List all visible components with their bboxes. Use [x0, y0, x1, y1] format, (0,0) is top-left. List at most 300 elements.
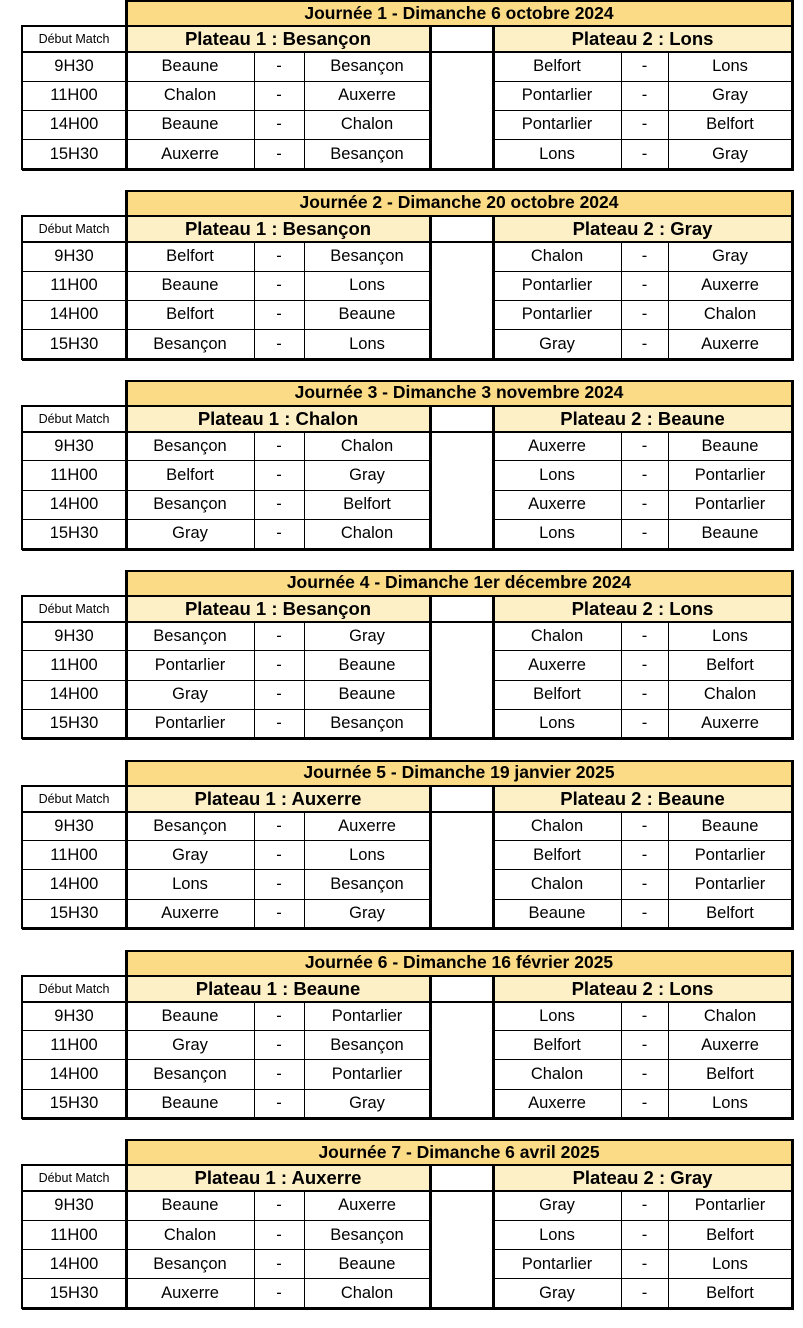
grid-line	[22, 1030, 126, 1031]
plateau-2-header: Plateau 2 : Beaune	[493, 406, 792, 432]
match-time: 14H00	[49, 875, 99, 894]
plateau-1-away-team: Pontarlier	[331, 1006, 403, 1025]
plateau-2-away-team: Gray	[712, 246, 748, 265]
plateau-2-separator: -	[641, 904, 648, 923]
match-time: 15H30	[49, 524, 99, 543]
grid-line	[126, 110, 430, 111]
plateau-1-home-team: Besançon	[153, 1254, 227, 1273]
plateau-2-home-team: Gray	[539, 334, 575, 353]
journee-title: Journée 6 - Dimanche 16 février 2025	[126, 950, 792, 976]
plateau-2-away-team: Auxerre	[701, 714, 759, 733]
grid-line	[493, 709, 792, 710]
grid-line	[125, 380, 794, 382]
grid-line	[254, 622, 255, 739]
plateau-2-away-team: Auxerre	[701, 334, 759, 353]
journee-table	[0, 1139, 803, 1309]
grid-line	[304, 52, 305, 169]
match-time: 11H00	[50, 86, 98, 105]
plateau-1-away-team: Auxerre	[338, 86, 396, 105]
grid-line	[22, 25, 794, 27]
grid-line	[304, 1191, 305, 1308]
grid-line	[254, 1002, 255, 1119]
grid-line	[429, 25, 432, 170]
grid-line	[126, 1220, 430, 1221]
grid-line	[254, 812, 255, 929]
plateau-2-home-team: Belfort	[533, 57, 581, 76]
journee-table	[0, 190, 803, 360]
plateau-2-away-team: Beaune	[701, 436, 759, 455]
plateau-2-separator: -	[641, 1006, 648, 1025]
grid-line	[126, 81, 430, 82]
plateau-1-home-team: Auxerre	[161, 904, 219, 923]
plateau-2-away-team: Belfort	[706, 904, 754, 923]
plateau-2-home-team: Beaune	[528, 904, 586, 923]
grid-line	[22, 548, 794, 551]
grid-line	[22, 110, 126, 111]
grid-line	[126, 1089, 430, 1090]
match-time: 11H00	[50, 845, 98, 864]
plateau-1-header: Plateau 1 : Chalon	[126, 406, 430, 432]
match-time: 9H30	[54, 436, 94, 455]
grid-line	[22, 460, 126, 461]
grid-line	[22, 241, 794, 243]
grid-line	[125, 190, 128, 216]
plateau-1-separator: -	[276, 875, 282, 894]
grid-line	[22, 1307, 794, 1310]
plateau-1-home-team: Chalon	[163, 86, 217, 105]
grid-line	[791, 215, 794, 360]
plateau-1-separator: -	[276, 115, 282, 134]
plateau-2-separator: -	[641, 626, 648, 645]
grid-line	[22, 737, 794, 740]
grid-line	[22, 168, 794, 171]
plateau-2-separator: -	[641, 276, 648, 295]
grid-line	[493, 519, 792, 520]
plateau-2-separator: -	[641, 115, 648, 134]
grid-line	[668, 1191, 669, 1308]
grid-line	[126, 1249, 430, 1250]
plateau-1-away-team: Gray	[349, 466, 385, 485]
plateau-2-away-team: Beaune	[701, 816, 759, 835]
grid-line	[125, 190, 794, 192]
plateau-1-away-team: Beaune	[338, 655, 396, 674]
grid-line	[493, 650, 792, 651]
grid-line	[429, 595, 432, 740]
grid-line	[125, 0, 794, 2]
grid-line	[493, 110, 792, 111]
plateau-2-header: Plateau 2 : Gray	[493, 216, 792, 242]
grid-line	[492, 405, 495, 550]
plateau-2-home-team: Pontarlier	[521, 115, 593, 134]
grid-line	[492, 975, 495, 1120]
grid-line	[668, 242, 669, 359]
plateau-2-away-team: Lons	[712, 57, 748, 76]
journee-table	[0, 380, 803, 550]
plateau-2-away-team: Chalon	[703, 685, 757, 704]
grid-line	[125, 785, 128, 930]
grid-line	[22, 405, 794, 407]
plateau-2-separator: -	[641, 436, 648, 455]
grid-line	[125, 760, 128, 786]
match-time: 11H00	[50, 1225, 98, 1244]
match-time: 9H30	[54, 1196, 94, 1215]
grid-line	[126, 490, 430, 491]
grid-line	[22, 650, 126, 651]
grid-line	[621, 622, 622, 739]
match-time: 9H30	[54, 816, 94, 835]
plateau-2-home-team: Chalon	[530, 875, 584, 894]
plateau-2-home-team: Chalon	[530, 816, 584, 835]
grid-line	[493, 1089, 792, 1090]
plateau-1-home-team: Auxerre	[161, 1284, 219, 1303]
plateau-1-home-team: Beaune	[161, 1196, 219, 1215]
plateau-2-separator: -	[641, 816, 648, 835]
plateau-1-home-team: Beaune	[161, 1006, 219, 1025]
plateau-1-home-team: Lons	[172, 875, 208, 894]
debut-match-label: Début Match	[38, 1171, 110, 1186]
grid-line	[21, 405, 23, 550]
grid-line	[22, 1117, 794, 1120]
plateau-2-home-team: Pontarlier	[521, 86, 593, 105]
grid-line	[125, 975, 128, 1120]
grid-line	[668, 52, 669, 169]
plateau-1-away-team: Pontarlier	[331, 1064, 403, 1083]
plateau-2-separator: -	[641, 1094, 648, 1113]
plateau-2-home-team: Lons	[539, 1225, 575, 1244]
debut-match-label: Début Match	[38, 221, 110, 236]
plateau-1-away-team: Gray	[349, 626, 385, 645]
plateau-2-home-team: Belfort	[533, 845, 581, 864]
debut-match-label: Début Match	[38, 601, 110, 616]
grid-line	[22, 975, 794, 977]
plateau-1-away-team: Chalon	[340, 1284, 394, 1303]
plateau-1-home-team: Beaune	[161, 57, 219, 76]
grid-line	[621, 52, 622, 169]
grid-line	[621, 812, 622, 929]
plateau-1-away-team: Besançon	[330, 1035, 404, 1054]
match-time: 11H00	[50, 276, 98, 295]
grid-line	[493, 1030, 792, 1031]
plateau-1-away-team: Auxerre	[338, 1196, 396, 1215]
grid-line	[125, 595, 128, 740]
grid-line	[254, 1191, 255, 1308]
match-time: 14H00	[49, 305, 99, 324]
match-time: 14H00	[49, 495, 99, 514]
plateau-1-header: Plateau 1 : Auxerre	[126, 786, 430, 812]
plateau-2-home-team: Lons	[539, 144, 575, 163]
plateau-1-header: Plateau 1 : Besançon	[126, 596, 430, 622]
plateau-1-header: Plateau 1 : Beaune	[126, 976, 430, 1002]
plateau-1-home-team: Chalon	[163, 1225, 217, 1244]
grid-line	[125, 1139, 794, 1141]
plateau-1-home-team: Beaune	[161, 115, 219, 134]
grid-line	[22, 927, 794, 930]
plateau-1-away-team: Gray	[349, 904, 385, 923]
plateau-2-away-team: Chalon	[703, 1006, 757, 1025]
plateau-1-home-team: Belfort	[166, 305, 214, 324]
grid-line	[22, 490, 126, 491]
debut-match-label: Début Match	[38, 411, 110, 426]
plateau-1-home-team: Gray	[172, 524, 208, 543]
grid-line	[22, 1059, 126, 1060]
plateau-1-header: Plateau 1 : Besançon	[126, 216, 430, 242]
grid-line	[22, 621, 794, 623]
grid-line	[791, 975, 794, 1120]
plateau-1-separator: -	[276, 904, 282, 923]
plateau-1-away-team: Besançon	[330, 714, 404, 733]
grid-line	[621, 432, 622, 549]
grid-line	[22, 300, 126, 301]
grid-line	[22, 1164, 794, 1166]
plateau-1-away-team: Gray	[349, 1094, 385, 1113]
plateau-2-separator: -	[641, 305, 648, 324]
plateau-2-away-team: Belfort	[706, 655, 754, 674]
plateau-2-home-team: Chalon	[530, 626, 584, 645]
plateau-1-home-team: Besançon	[153, 495, 227, 514]
plateau-1-home-team: Besançon	[153, 436, 227, 455]
debut-match-label: Début Match	[38, 32, 110, 46]
plateau-1-separator: -	[276, 845, 282, 864]
plateau-1-away-team: Lons	[349, 334, 385, 353]
grid-line	[126, 869, 430, 870]
grid-line	[791, 1139, 794, 1165]
grid-line	[22, 840, 126, 841]
grid-line	[22, 1220, 126, 1221]
plateau-2-home-team: Lons	[539, 466, 575, 485]
plateau-2-separator: -	[641, 1284, 648, 1303]
plateau-1-separator: -	[276, 524, 282, 543]
grid-line	[791, 380, 794, 406]
grid-line	[22, 271, 126, 272]
grid-line	[22, 519, 126, 520]
plateau-2-away-team: Lons	[712, 1254, 748, 1273]
grid-line	[125, 1164, 128, 1309]
plateau-1-separator: -	[276, 57, 282, 76]
plateau-2-separator: -	[641, 1225, 648, 1244]
grid-line	[493, 1249, 792, 1250]
plateau-1-home-team: Auxerre	[161, 144, 219, 163]
grid-line	[791, 0, 794, 26]
plateau-2-away-team: Lons	[712, 626, 748, 645]
plateau-1-home-team: Beaune	[161, 1094, 219, 1113]
plateau-2-separator: -	[641, 86, 648, 105]
match-time: 9H30	[54, 57, 94, 76]
grid-line	[668, 812, 669, 929]
plateau-1-separator: -	[276, 144, 282, 163]
grid-line	[304, 1002, 305, 1119]
grid-line	[22, 1249, 126, 1250]
plateau-1-separator: -	[276, 816, 282, 835]
grid-line	[791, 570, 794, 596]
plateau-2-away-team: Beaune	[701, 524, 759, 543]
plateau-2-separator: -	[641, 845, 648, 864]
grid-line	[304, 432, 305, 549]
plateau-1-home-team: Gray	[172, 845, 208, 864]
plateau-1-separator: -	[276, 334, 282, 353]
grid-line	[791, 760, 794, 786]
plateau-1-home-team: Belfort	[166, 466, 214, 485]
plateau-1-separator: -	[276, 466, 282, 485]
grid-line	[254, 242, 255, 359]
plateau-2-away-team: Auxerre	[701, 1035, 759, 1054]
plateau-1-away-team: Besançon	[330, 875, 404, 894]
match-time: 11H00	[50, 466, 98, 485]
plateau-2-separator: -	[641, 685, 648, 704]
match-time: 15H30	[49, 904, 99, 923]
plateau-2-header: Plateau 2 : Gray	[493, 1165, 792, 1191]
plateau-2-away-team: Pontarlier	[694, 466, 766, 485]
plateau-1-home-team: Pontarlier	[154, 655, 226, 674]
grid-line	[493, 869, 792, 870]
match-time: 9H30	[54, 246, 94, 265]
plateau-1-separator: -	[276, 1035, 282, 1054]
plateau-1-home-team: Beaune	[161, 276, 219, 295]
plateau-1-separator: -	[276, 276, 282, 295]
grid-line	[126, 840, 430, 841]
plateau-1-home-team: Gray	[172, 1035, 208, 1054]
plateau-2-separator: -	[641, 246, 648, 265]
journee-title: Journée 3 - Dimanche 3 novembre 2024	[126, 380, 792, 406]
plateau-1-separator: -	[276, 714, 282, 733]
plateau-1-away-team: Beaune	[338, 305, 396, 324]
grid-line	[22, 1278, 126, 1279]
grid-line	[22, 431, 794, 433]
plateau-1-away-team: Besançon	[330, 57, 404, 76]
match-time: 15H30	[49, 714, 99, 733]
match-time: 9H30	[54, 1006, 94, 1025]
journee-table	[0, 950, 803, 1120]
plateau-2-home-team: Gray	[539, 1196, 575, 1215]
grid-line	[429, 215, 432, 360]
plateau-1-away-team: Chalon	[340, 436, 394, 455]
match-time: 9H30	[54, 626, 94, 645]
grid-line	[126, 1278, 430, 1279]
plateau-1-separator: -	[276, 1196, 282, 1215]
grid-line	[22, 215, 794, 217]
grid-line	[254, 52, 255, 169]
grid-line	[125, 215, 128, 360]
grid-line	[493, 899, 792, 900]
journee-title: Journée 4 - Dimanche 1er décembre 2024	[126, 570, 792, 596]
plateau-2-home-team: Auxerre	[528, 436, 586, 455]
grid-line	[791, 25, 794, 170]
grid-line	[125, 405, 128, 550]
grid-line	[492, 25, 495, 170]
plateau-1-away-team: Besançon	[330, 1225, 404, 1244]
plateau-2-home-team: Chalon	[530, 1064, 584, 1083]
plateau-1-separator: -	[276, 495, 282, 514]
grid-line	[126, 460, 430, 461]
grid-line	[21, 595, 23, 740]
grid-line	[493, 139, 792, 140]
grid-line	[429, 785, 432, 930]
grid-line	[493, 329, 792, 330]
plateau-2-home-team: Lons	[539, 524, 575, 543]
grid-line	[493, 490, 792, 491]
grid-line	[22, 1001, 794, 1003]
grid-line	[126, 300, 430, 301]
grid-line	[22, 869, 126, 870]
grid-line	[22, 358, 794, 361]
plateau-1-home-team: Besançon	[153, 1064, 227, 1083]
plateau-2-away-team: Belfort	[706, 115, 754, 134]
grid-line	[621, 1002, 622, 1119]
plateau-2-separator: -	[641, 334, 648, 353]
plateau-1-home-team: Besançon	[153, 626, 227, 645]
plateau-2-away-team: Pontarlier	[694, 875, 766, 894]
grid-line	[429, 405, 432, 550]
grid-line	[21, 975, 23, 1120]
grid-line	[22, 139, 126, 140]
grid-line	[125, 950, 794, 952]
grid-line	[21, 215, 23, 360]
grid-line	[668, 622, 669, 739]
plateau-1-separator: -	[276, 1225, 282, 1244]
grid-line	[21, 25, 23, 170]
plateau-2-away-team: Pontarlier	[694, 845, 766, 864]
grid-line	[22, 81, 126, 82]
grid-line	[22, 899, 126, 900]
match-time: 11H00	[50, 1035, 98, 1054]
plateau-2-separator: -	[641, 1196, 648, 1215]
plateau-2-separator: -	[641, 714, 648, 733]
grid-line	[22, 1089, 126, 1090]
grid-line	[21, 1164, 23, 1309]
grid-line	[493, 1059, 792, 1060]
plateau-1-away-team: Chalon	[340, 524, 394, 543]
grid-line	[621, 242, 622, 359]
grid-line	[126, 709, 430, 710]
plateau-2-separator: -	[641, 144, 648, 163]
plateau-2-header: Plateau 2 : Lons	[493, 976, 792, 1002]
plateau-2-away-team: Pontarlier	[694, 1196, 766, 1215]
grid-line	[791, 405, 794, 550]
grid-line	[126, 329, 430, 330]
plateau-2-header: Plateau 2 : Lons	[493, 596, 792, 622]
plateau-1-away-team: Chalon	[340, 115, 394, 134]
grid-line	[125, 570, 794, 572]
plateau-1-away-team: Lons	[349, 845, 385, 864]
grid-line	[22, 1190, 794, 1192]
grid-line	[493, 840, 792, 841]
journee-title: Journée 5 - Dimanche 19 janvier 2025	[126, 760, 792, 786]
grid-line	[791, 950, 794, 976]
journee-table	[0, 0, 803, 170]
plateau-2-home-team: Auxerre	[528, 495, 586, 514]
plateau-2-home-team: Belfort	[533, 1035, 581, 1054]
plateau-2-separator: -	[641, 495, 648, 514]
match-time: 14H00	[49, 1254, 99, 1273]
plateau-1-separator: -	[276, 1094, 282, 1113]
grid-line	[22, 329, 126, 330]
grid-line	[493, 271, 792, 272]
grid-line	[493, 81, 792, 82]
grid-line	[125, 0, 128, 26]
grid-line	[126, 519, 430, 520]
plateau-1-home-team: Belfort	[166, 246, 214, 265]
journee-table	[0, 760, 803, 930]
journee-title: Journée 1 - Dimanche 6 octobre 2024	[126, 0, 792, 26]
plateau-2-separator: -	[641, 875, 648, 894]
plateau-2-home-team: Gray	[539, 1284, 575, 1303]
plateau-1-separator: -	[276, 246, 282, 265]
grid-line	[22, 811, 794, 813]
plateau-1-away-team: Besançon	[330, 144, 404, 163]
grid-line	[791, 785, 794, 930]
journee-title: Journée 2 - Dimanche 20 octobre 2024	[126, 190, 792, 216]
plateau-1-separator: -	[276, 436, 282, 455]
plateau-2-away-team: Belfort	[706, 1284, 754, 1303]
